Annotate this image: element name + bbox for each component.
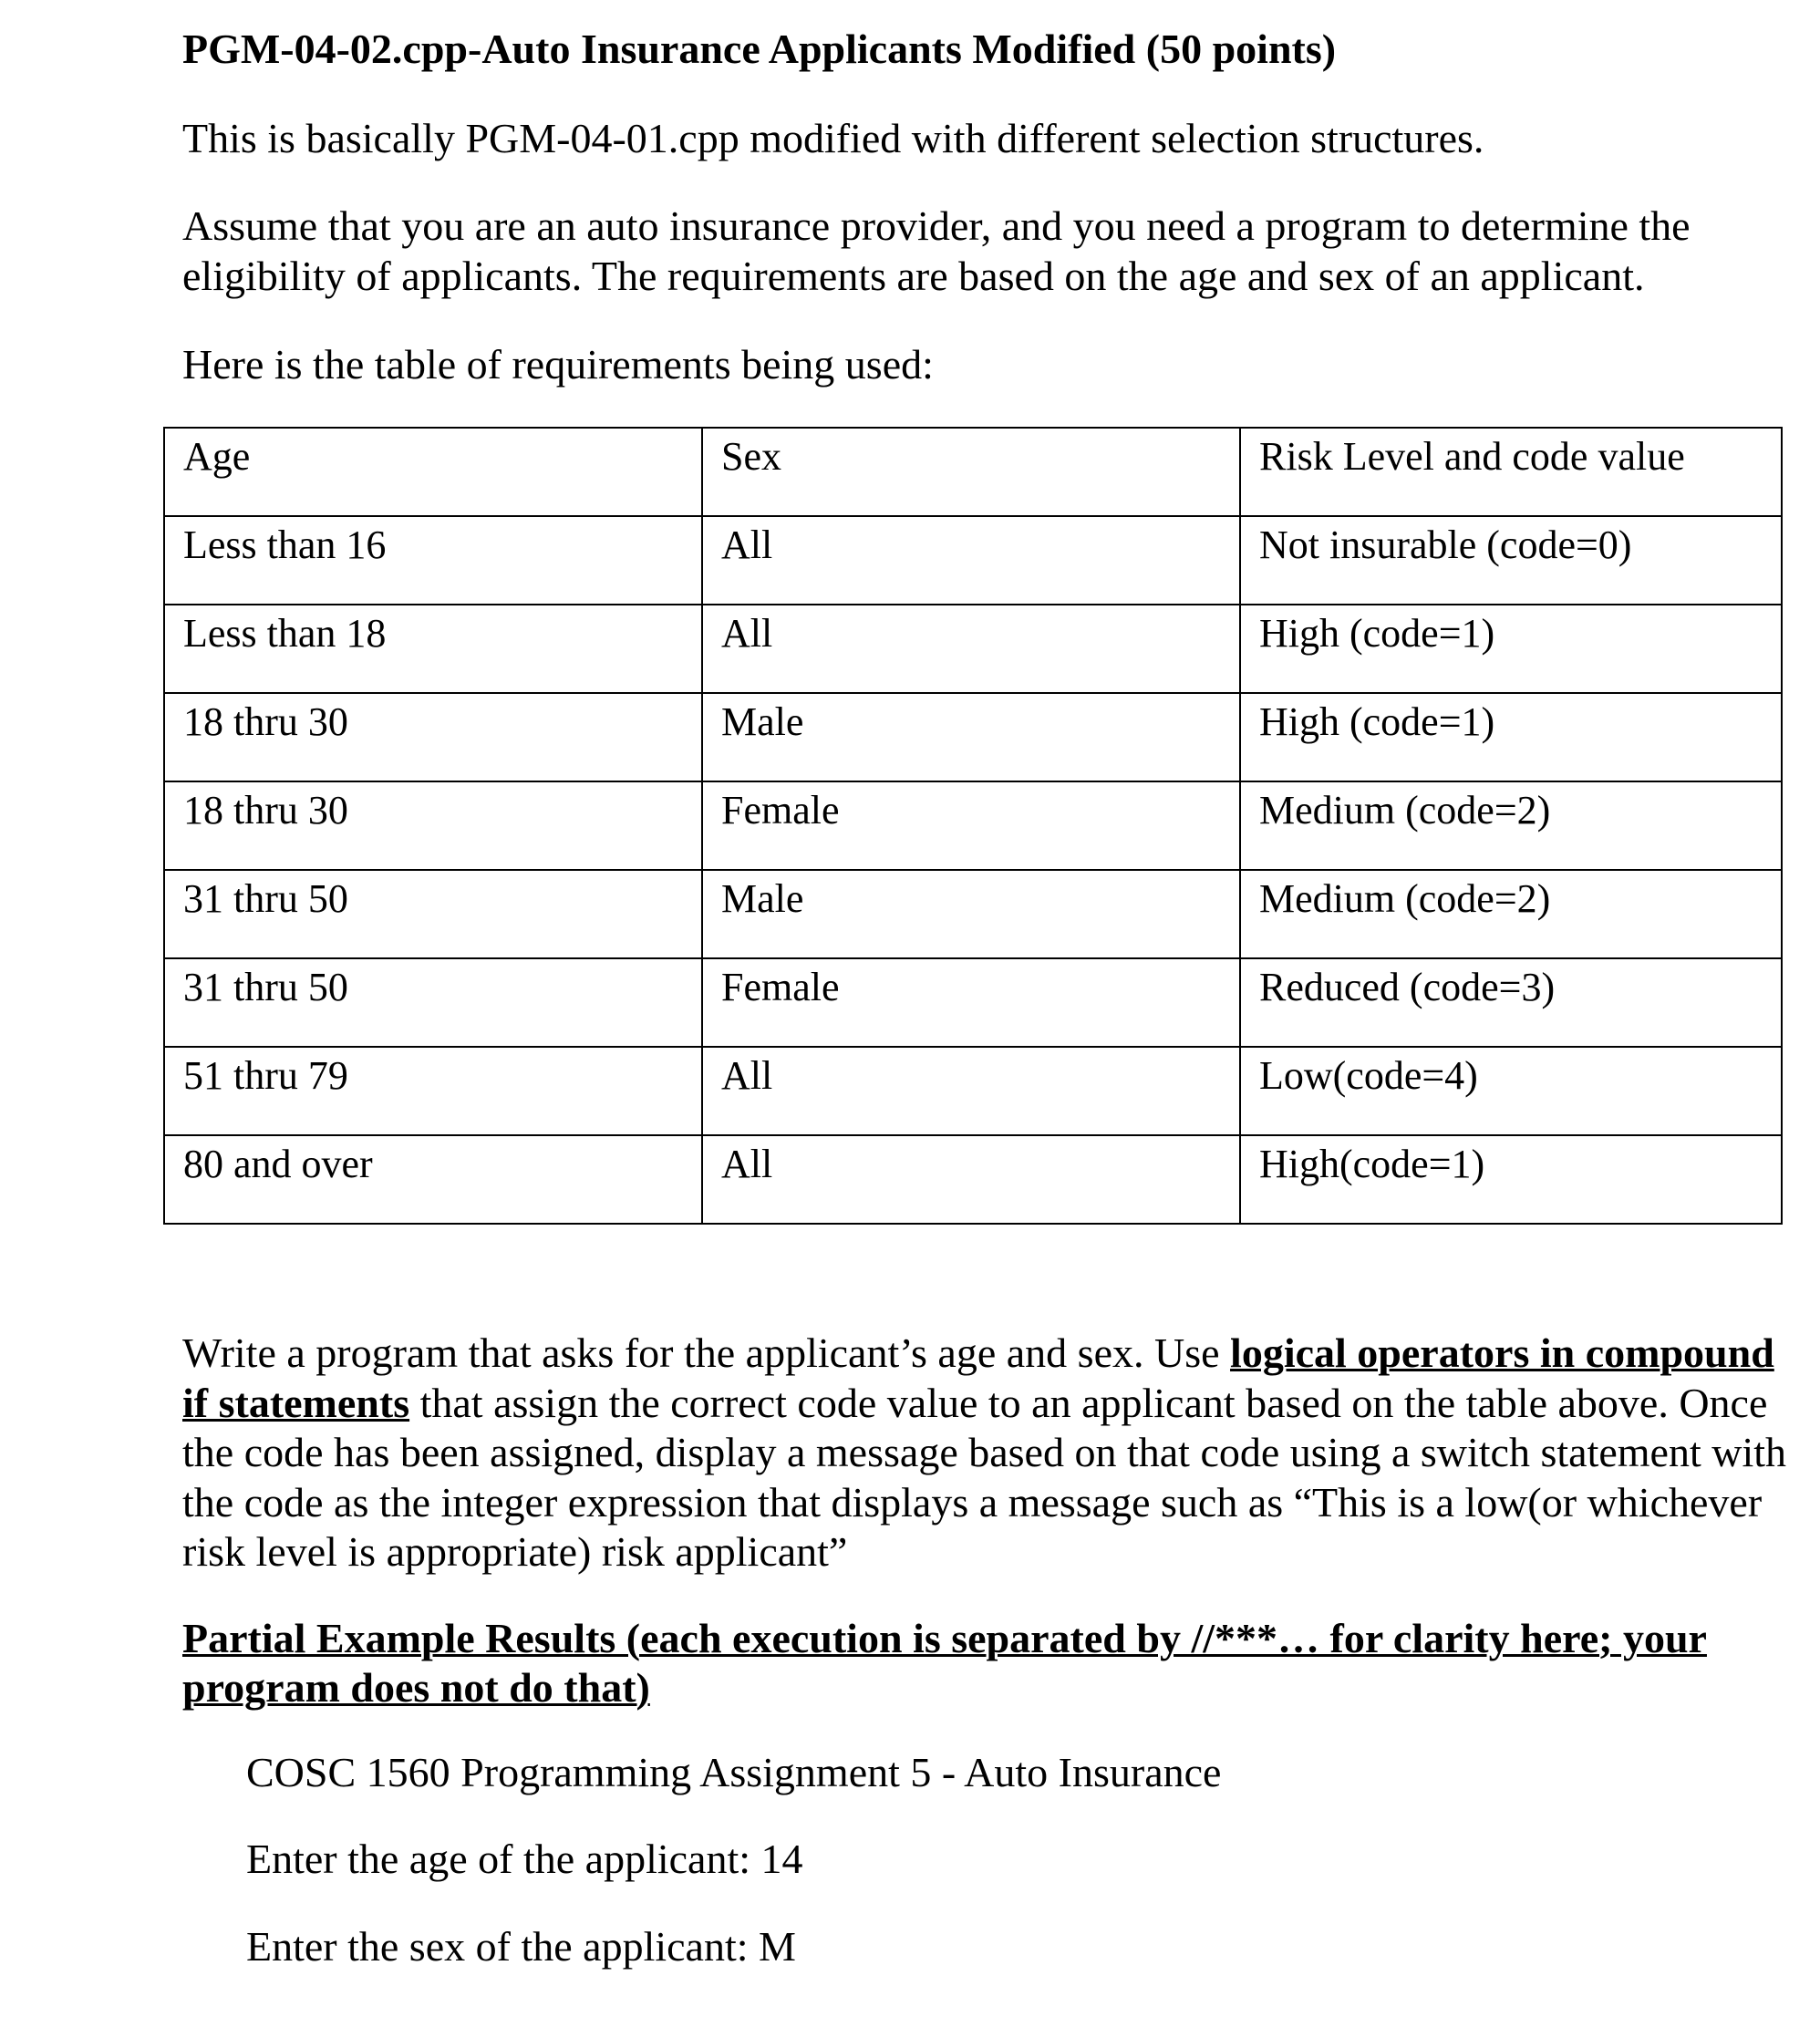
- cell-risk: Reduced (code=3): [1240, 958, 1782, 1047]
- cell-age: 31 thru 50: [164, 870, 702, 958]
- example-line-age-prompt: Enter the age of the applicant: 14: [246, 1836, 803, 1882]
- cell-age: 80 and over: [164, 1135, 702, 1224]
- cell-sex: All: [702, 516, 1240, 605]
- instructions-text-end: that assign the correct code value to an applicant based on the table above. Once the code has been assigned, display a message based on that code using a switch statement with the code as the integer expression that displays a message such as “This is a low(or whichever risk level is appropriate) risk applicant”: [182, 1379, 1787, 1575]
- cell-risk: High(code=1): [1240, 1135, 1782, 1224]
- cell-sex: Male: [702, 870, 1240, 958]
- instructions-paragraph: [182, 1329, 1787, 1577]
- assignment-title: PGM-04-02.cpp-Auto Insurance Applicants Modified (50 points): [182, 26, 1337, 72]
- cell-risk: High (code=1): [1240, 693, 1782, 781]
- header-age: Age: [164, 428, 702, 516]
- table-row: [164, 1047, 1782, 1135]
- partial-example-heading: Partial Example Results (each execution is separated by //***… for clarity here; your program does not do that): [182, 1615, 1707, 1711]
- cell-sex: All: [702, 1047, 1240, 1135]
- table-header-row: [164, 428, 1782, 516]
- header-risk-level: Risk Level and code value: [1240, 428, 1782, 516]
- table-intro-paragraph: Here is the table of requirements being used:: [182, 341, 934, 388]
- cell-risk: Medium (code=2): [1240, 870, 1782, 958]
- example-line-sex-prompt: Enter the sex of the applicant: M: [246, 1923, 796, 1970]
- cell-age: Less than 18: [164, 605, 702, 693]
- table-row: [164, 605, 1782, 693]
- table-row: [164, 693, 1782, 781]
- instructions-emphasis: logical operators in compound if statements: [182, 1329, 1774, 1426]
- instructions-text-start: Write a program that asks for the applicant’s age and sex. Use: [182, 1329, 1231, 1376]
- intro-paragraph: This is basically PGM-04-01.cpp modified with different selection structures.: [182, 115, 1484, 161]
- cell-age: 51 thru 79: [164, 1047, 702, 1135]
- table-row: [164, 1135, 1782, 1224]
- example-line-program-title: COSC 1560 Programming Assignment 5 - Auto Insurance: [246, 1749, 1222, 1795]
- table-row: [164, 516, 1782, 605]
- cell-age: 18 thru 30: [164, 781, 702, 870]
- requirements-table: [163, 427, 1783, 1225]
- cell-risk: Low(code=4): [1240, 1047, 1782, 1135]
- cell-sex: Female: [702, 781, 1240, 870]
- table-row: [164, 781, 1782, 870]
- cell-sex: Male: [702, 693, 1240, 781]
- cell-age: 31 thru 50: [164, 958, 702, 1047]
- cell-sex: All: [702, 1135, 1240, 1224]
- table-row: [164, 870, 1782, 958]
- header-sex: Sex: [702, 428, 1240, 516]
- cell-age: Less than 16: [164, 516, 702, 605]
- assume-paragraph: Assume that you are an auto insurance provider, and you need a program to determine the eligibility of applicants. The requirements are based on the age and sex of an applicant.: [182, 202, 1691, 299]
- cell-risk: Not insurable (code=0): [1240, 516, 1782, 605]
- cell-risk: High (code=1): [1240, 605, 1782, 693]
- cell-sex: Female: [702, 958, 1240, 1047]
- cell-age: 18 thru 30: [164, 693, 702, 781]
- cell-risk: Medium (code=2): [1240, 781, 1782, 870]
- table-row: [164, 958, 1782, 1047]
- cell-sex: All: [702, 605, 1240, 693]
